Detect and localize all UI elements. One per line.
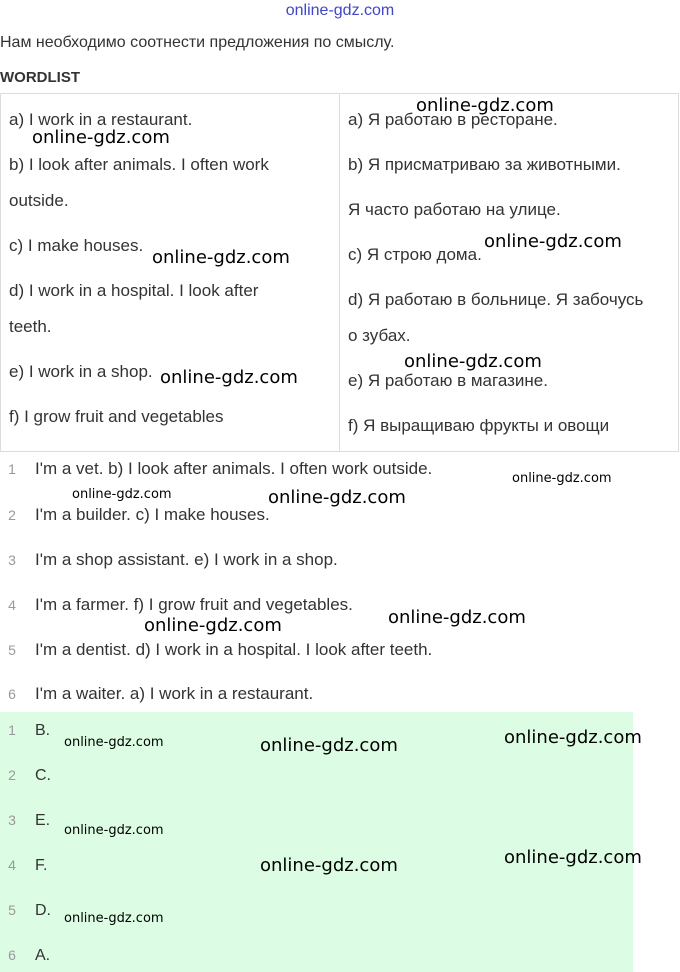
item-text: I'm a waiter. a) I work in a restaurant. — [35, 684, 314, 703]
item-number: 6 — [8, 947, 16, 963]
watermark: online-gdz.com — [64, 735, 164, 750]
watermark: online-gdz.com — [268, 487, 406, 508]
item-number: 2 — [8, 767, 16, 783]
item-number: 2 — [8, 507, 16, 523]
item-number: 6 — [8, 686, 16, 702]
watermark: online-gdz.com — [64, 911, 164, 926]
site-header[interactable]: online-gdz.com — [285, 2, 395, 19]
exercise-item — [0, 640, 432, 664]
answer-item — [0, 902, 51, 920]
wordlist-ru-line: Я часто работаю на улице. — [348, 200, 561, 219]
item-text: I'm a farmer. f) I grow fruit and vegetables. — [35, 595, 353, 614]
exercise-item — [0, 684, 313, 708]
answer-letter: D. — [35, 902, 51, 919]
watermark: online-gdz.com — [388, 607, 526, 628]
watermark: online-gdz.com — [504, 847, 642, 868]
exercise-item — [0, 505, 270, 529]
answer-item — [0, 857, 47, 875]
watermark: online-gdz.com — [416, 95, 554, 116]
intro-text: Нам необходимо соотнести предложения по смыслу. — [0, 34, 395, 51]
item-number: 5 — [8, 642, 16, 658]
watermark: online-gdz.com — [160, 367, 298, 388]
item-number: 3 — [8, 552, 16, 568]
answer-letter: B. — [35, 722, 51, 739]
wordlist-en-line: teeth. — [9, 317, 52, 336]
exercise-item — [0, 550, 338, 574]
exercise-item — [0, 459, 432, 483]
wordlist-ru-line: e) Я работаю в магазине. — [348, 371, 548, 390]
watermark: online-gdz.com — [260, 735, 398, 756]
wordlist-en-line: a) I work in a restaurant. — [9, 110, 193, 129]
watermark: online-gdz.com — [512, 471, 612, 486]
watermark: online-gdz.com — [72, 487, 172, 502]
wordlist-ru-line: f) Я выращиваю фрукты и овощи — [348, 416, 610, 435]
answer-item — [0, 767, 51, 785]
wordlist-russian-column — [340, 94, 678, 451]
watermark: online-gdz.com — [144, 615, 282, 636]
item-number: 1 — [8, 461, 16, 477]
item-number: 3 — [8, 812, 16, 828]
item-number: 4 — [8, 857, 16, 873]
item-text: I'm a builder. c) I make houses. — [35, 505, 270, 524]
wordlist-ru-line: b) Я присматриваю за животными. — [348, 155, 621, 174]
wordlist-en-line: d) I work in a hospital. I look after — [9, 281, 259, 300]
item-text: I'm a dentist. d) I work in a hospital. I look after teeth. — [35, 640, 433, 659]
wordlist-ru-line: d) Я работаю в больнице. Я забочусь — [348, 290, 644, 309]
answer-letter: F. — [35, 857, 48, 874]
wordlist-title: WORDLIST — [0, 69, 80, 86]
watermark: online-gdz.com — [404, 351, 542, 372]
item-number: 4 — [8, 597, 16, 613]
wordlist-ru-line: c) Я строю дома. — [348, 245, 482, 264]
wordlist-en-line: outside. — [9, 191, 69, 210]
answer-item — [0, 722, 50, 740]
watermark: online-gdz.com — [152, 247, 290, 268]
wordlist-en-line: b) I look after animals. I often work — [9, 155, 269, 174]
wordlist-en-line: c) I make houses. — [9, 236, 144, 255]
answer-letter: A. — [35, 947, 51, 964]
watermark: online-gdz.com — [484, 231, 622, 252]
item-number: 5 — [8, 902, 16, 918]
answer-letter: E. — [35, 812, 51, 829]
item-text: I'm a shop assistant. e) I work in a shop. — [35, 550, 338, 569]
item-text: I'm a vet. b) I look after animals. I often work outside. — [35, 459, 433, 478]
watermark: online-gdz.com — [504, 727, 642, 748]
wordlist-ru-line: a) Я работаю в ресторане. — [348, 110, 558, 129]
answer-item — [0, 947, 50, 965]
answer-letter: C. — [35, 767, 51, 784]
item-number: 1 — [8, 722, 16, 738]
wordlist-en-line: f) I grow fruit and vegetables — [9, 407, 224, 426]
wordlist-en-line: e) I work in a shop. — [9, 362, 153, 381]
wordlist-ru-line: о зубах. — [348, 326, 411, 345]
watermark: online-gdz.com — [64, 823, 164, 838]
watermark: online-gdz.com — [32, 127, 170, 148]
answer-item — [0, 812, 50, 830]
watermark: online-gdz.com — [260, 855, 398, 876]
